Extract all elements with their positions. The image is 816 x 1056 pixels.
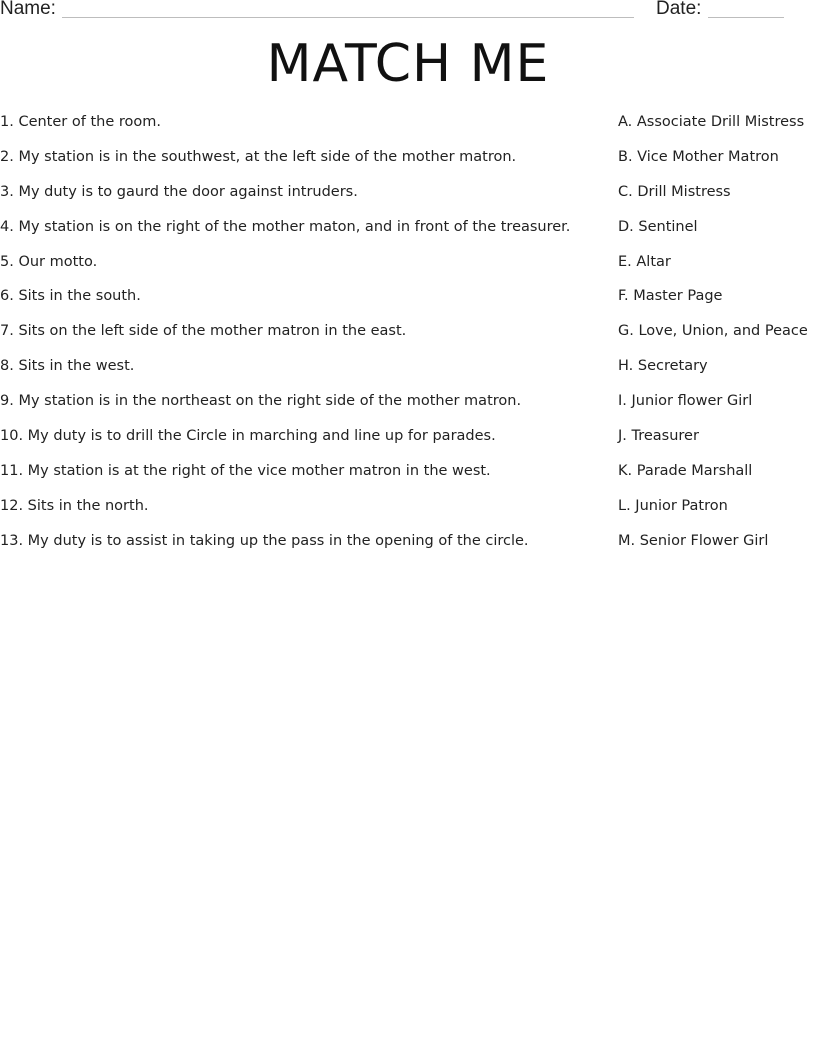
question-item: 8. Sits in the west.: [0, 358, 135, 375]
question-item: 10. My duty is to drill the Circle in marching and line up for parades.: [0, 428, 496, 445]
question-item: 4. My station is on the right of the mother maton, and in front of the treasurer.: [0, 218, 571, 235]
answer-item: F. Master Page: [618, 288, 723, 305]
question-item: 11. My station is at the right of the vice mother matron in the west.: [0, 462, 491, 479]
answer-item: J. Treasurer: [618, 428, 699, 445]
question-item: 1. Center of the room.: [0, 114, 161, 130]
answer-item: I. Junior flower Girl: [618, 393, 753, 410]
answer-item: E. Altar: [618, 253, 671, 270]
answer-item: K. Parade Marshall: [618, 462, 753, 479]
answer-item: H. Secretary: [618, 358, 708, 375]
answer-item: L. Junior Patron: [618, 497, 728, 514]
date-label: Date:: [656, 0, 702, 19]
answer-list: [618, 111, 816, 565]
answer-item: M. Senior Flower Girl: [618, 532, 769, 549]
name-blank-line[interactable]: [62, 17, 634, 18]
answer-item: A. Associate Drill Mistress: [618, 114, 805, 130]
page-title: MATCH ME: [266, 34, 550, 94]
question-item: 9. My station is in the northeast on the right side of the mother matron.: [0, 393, 522, 410]
answer-item: C. Drill Mistress: [618, 183, 731, 200]
name-label: Name:: [0, 0, 56, 19]
question-item: 2. My station is in the southwest, at the left side of the mother matron.: [0, 148, 517, 165]
question-item: 7. Sits on the left side of the mother matron in the east.: [0, 323, 407, 340]
date-blank-line[interactable]: [708, 17, 784, 18]
question-list: [0, 111, 600, 565]
worksheet-header: [0, 0, 816, 22]
answer-item: G. Love, Union, and Peace: [618, 323, 808, 340]
question-item: 13. My duty is to assist in taking up the pass in the opening of the circle.: [0, 532, 529, 549]
answer-item: D. Sentinel: [618, 218, 698, 235]
question-item: 3. My duty is to gaurd the door against intruders.: [0, 183, 358, 200]
question-item: 5. Our motto.: [0, 253, 98, 270]
question-item: 12. Sits in the north.: [0, 497, 149, 514]
question-item: 6. Sits in the south.: [0, 288, 141, 305]
answer-item: B. Vice Mother Matron: [618, 148, 779, 165]
